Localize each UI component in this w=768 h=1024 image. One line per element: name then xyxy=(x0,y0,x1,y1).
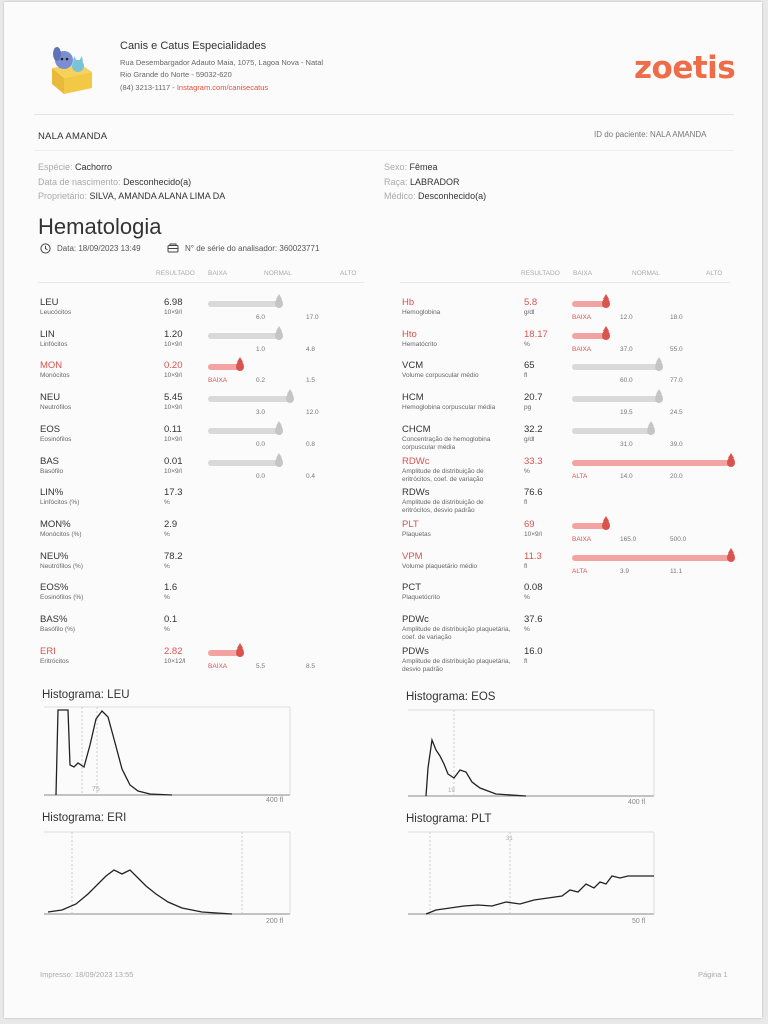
analyte-value: 78.2 xyxy=(164,550,183,562)
value-marker xyxy=(727,457,735,467)
result-row-lin-pct xyxy=(40,487,370,519)
range-bar xyxy=(208,301,280,307)
analyte-name: PLT xyxy=(402,518,419,530)
analyte-unit: % xyxy=(524,467,530,475)
result-row-pct xyxy=(402,582,742,614)
analyte-value: 0.1 xyxy=(164,614,178,625)
analyte-unit: % xyxy=(164,562,170,570)
analyte-value: 0.11 xyxy=(164,423,182,435)
analyte-unit: % xyxy=(164,499,170,507)
analyte-description: Linfócitos (%) xyxy=(40,499,80,507)
range-low: 3.0 xyxy=(256,409,266,417)
range-low: 37.0 xyxy=(620,345,633,353)
histogram-eri-title: Histograma: ERI xyxy=(42,812,127,824)
analyte-unit: 10×9/l xyxy=(164,404,182,412)
analyte-unit: fl xyxy=(524,562,528,570)
value-marker xyxy=(602,298,610,308)
range-low: 14.0 xyxy=(620,472,633,480)
range-high: 500.0 xyxy=(670,535,687,543)
analyte-value: 16.0 xyxy=(524,645,543,657)
value-marker xyxy=(727,552,735,562)
analyte-description: Volume plaquetário médio xyxy=(402,562,478,570)
analyte-name: VPM xyxy=(402,550,423,562)
histogram-plt-title: Histograma: PLT xyxy=(406,813,492,825)
range-low: 165.0 xyxy=(620,535,637,543)
analyte-value: 65 xyxy=(524,360,535,372)
analyte-unit: % xyxy=(524,594,530,602)
analyte-value: 6.98 xyxy=(164,297,183,308)
analyte-description: Linfócitos xyxy=(40,340,68,348)
svg-text:19: 19 xyxy=(448,788,455,794)
value-marker xyxy=(275,298,283,308)
page-number: Página 1 xyxy=(698,970,728,979)
analyte-value: 37.6 xyxy=(524,614,543,625)
analyte-description: Neutrófilos (%) xyxy=(40,562,83,570)
range-bar xyxy=(572,428,652,434)
clinic-name: Canis e Catus Especialidades xyxy=(120,40,267,52)
analyte-description: Hemoglobina corpuscular média xyxy=(402,404,496,412)
analyte-name: LIN% xyxy=(40,487,64,499)
analyte-unit: % xyxy=(164,626,170,633)
value-marker xyxy=(236,647,244,657)
range-flag: BAIXA xyxy=(572,345,592,353)
range-flag: BAIXA xyxy=(572,314,592,321)
analyte-description: Monócitos (%) xyxy=(40,530,82,538)
analyte-name: HCM xyxy=(402,392,424,404)
value-marker xyxy=(275,330,283,340)
range-bar xyxy=(572,523,607,529)
analyte-value: 2.9 xyxy=(164,518,178,530)
analyte-name: CHCM xyxy=(402,423,431,435)
range-bar xyxy=(572,364,660,370)
analyte-value: 5.8 xyxy=(524,297,538,308)
analyte-unit: 10×9/l xyxy=(164,372,182,380)
result-row-plt xyxy=(402,519,742,551)
clinic-logo xyxy=(42,44,100,96)
analyte-value: 0.08 xyxy=(524,582,543,594)
range-bar xyxy=(572,301,607,307)
report-title: Hematologia xyxy=(38,214,162,239)
analyte-value: 32.2 xyxy=(524,423,543,435)
range-low: 31.0 xyxy=(620,440,633,448)
analyte-unit: 10×9/l xyxy=(524,530,542,538)
histogram-plt-axis: 50 fl xyxy=(632,918,646,925)
range-bar xyxy=(208,364,241,370)
range-bar xyxy=(572,460,732,466)
result-row-bas xyxy=(40,456,370,488)
report-date: Data: 18/09/2023 13:49 xyxy=(40,243,141,254)
analyte-unit: 10×9/l xyxy=(164,340,182,348)
analyte-name: LEU xyxy=(40,297,59,308)
analyte-description: Volume corpuscular médio xyxy=(402,372,479,380)
range-flag: BAIXA xyxy=(208,662,228,670)
analyte-name: EOS% xyxy=(40,582,69,594)
range-high: 11.1 xyxy=(670,567,683,575)
analyte-description: Hemoglobina xyxy=(402,309,441,316)
result-row-hcm xyxy=(402,392,742,424)
range-flag: ALTA xyxy=(572,567,588,575)
range-low: 1.0 xyxy=(256,345,266,353)
result-row-vpm xyxy=(402,551,742,583)
analyte-name: LIN xyxy=(40,328,55,340)
range-high: 8.5 xyxy=(306,662,316,670)
analyte-description: Plaquetócrito xyxy=(402,594,440,602)
analyte-name: PDWc xyxy=(402,614,429,625)
value-marker xyxy=(647,425,655,435)
value-marker xyxy=(236,361,244,371)
histogram-eos-title: Histograma: EOS xyxy=(406,691,496,703)
range-flag: BAIXA xyxy=(208,377,228,385)
range-low: 5.5 xyxy=(256,662,266,670)
proprietario-field: Proprietário: SILVA, AMANDA ALANA LIMA DA xyxy=(38,191,226,201)
result-row-eri xyxy=(40,646,370,678)
printed-date: Impresso: 18/09/2023 13:55 xyxy=(40,970,134,979)
result-row-pdwc xyxy=(402,614,742,646)
range-high: 55.0 xyxy=(670,345,683,353)
range-low: 0.0 xyxy=(256,440,266,448)
range-high: 18.0 xyxy=(670,314,683,321)
analyte-unit: g/dl xyxy=(524,435,535,443)
clinic-address-2: Rio Grande do Norte - 59032-620 xyxy=(120,70,232,79)
value-marker xyxy=(275,425,283,435)
nascimento-field: Data de nascimento: Desconhecido(a) xyxy=(38,177,192,187)
especie-field: Espécie: Cachorro xyxy=(38,162,113,172)
analyte-value: 17.3 xyxy=(164,487,183,499)
left-col-headers: RESULTADO BAIXA NORMAL ALTO xyxy=(156,270,357,277)
result-row-eos xyxy=(40,424,370,456)
range-bar xyxy=(572,555,732,561)
analyte-description: Leucócitos xyxy=(40,309,72,316)
range-low: 12.0 xyxy=(620,314,633,321)
analyte-name: ERI xyxy=(40,645,56,657)
histogram-eos-axis: 400 fl xyxy=(628,799,646,806)
range-high: 1.5 xyxy=(306,377,316,385)
right-col-headers: RESULTADO BAIXA NORMAL ALTO xyxy=(521,270,723,277)
analyte-unit: g/dl xyxy=(524,309,535,316)
analyte-unit: % xyxy=(164,530,170,538)
result-row-eos-pct xyxy=(40,582,370,614)
analyte-name: Hb xyxy=(402,297,415,308)
patient-name: NALA AMANDA xyxy=(38,131,108,142)
range-low: 3.9 xyxy=(620,567,630,575)
zoetis-logo: zoetis xyxy=(634,50,736,86)
patient-id: ID do paciente: NALA AMANDA xyxy=(594,130,707,139)
value-marker xyxy=(275,457,283,467)
value-marker xyxy=(655,361,663,371)
result-row-neu xyxy=(40,392,370,424)
range-flag: ALTA xyxy=(572,472,588,480)
value-marker xyxy=(602,520,610,530)
histogram-eos xyxy=(406,708,656,804)
analyte-description: Neutrófilos xyxy=(40,404,72,412)
analyte-name: RDWc xyxy=(402,455,430,467)
analyte-value: 76.6 xyxy=(524,487,543,499)
report-serial: N° de série do analisador: 360023771 xyxy=(167,243,319,253)
range-low: 0.2 xyxy=(256,377,266,385)
histogram-eri xyxy=(42,830,292,918)
clinic-address-1: Rua Desembargador Adauto Maia, 1075, Lagoa Nova - Natal xyxy=(120,58,324,67)
range-bar xyxy=(208,460,280,466)
range-high: 24.5 xyxy=(670,409,683,417)
analyte-value: 1.20 xyxy=(164,328,183,340)
analyte-description: Monócitos xyxy=(40,372,70,380)
analyte-name: NEU% xyxy=(40,550,69,562)
analyte-description: Basófilo (%) xyxy=(40,626,76,633)
range-high: 77.0 xyxy=(670,377,683,385)
analyte-value: 20.7 xyxy=(524,392,543,404)
svg-text:31: 31 xyxy=(506,836,513,842)
analyte-description: Eosinófilos xyxy=(40,435,72,443)
analyte-value: 0.01 xyxy=(164,455,183,467)
range-low: 0.0 xyxy=(256,472,266,480)
range-bar xyxy=(208,396,291,402)
analyte-unit: 10×9/l xyxy=(164,309,182,316)
analyte-value: 5.45 xyxy=(164,392,183,404)
range-high: 4.8 xyxy=(306,345,316,353)
analyte-name: RDWs xyxy=(402,487,430,499)
result-row-hb xyxy=(402,297,742,329)
clinic-phone: (84) 3213-1117 - xyxy=(120,83,177,92)
range-high: 0.8 xyxy=(306,440,316,448)
range-bar xyxy=(572,333,607,339)
analyte-name: BAS% xyxy=(40,614,68,625)
analyte-name: EOS xyxy=(40,423,61,435)
range-high: 20.0 xyxy=(670,472,683,480)
result-row-mon-pct xyxy=(40,519,370,551)
range-high: 0.4 xyxy=(306,472,316,480)
analyte-unit: fl xyxy=(524,499,528,507)
analyte-name: MON% xyxy=(40,518,71,530)
analyzer-icon xyxy=(167,243,179,253)
result-row-lin xyxy=(40,329,370,361)
analyte-name: NEU xyxy=(40,392,61,404)
analyte-description: Amplitude de distribuição plaquetária, coef. de variação xyxy=(402,626,511,641)
raca-field: Raça: LABRADOR xyxy=(384,177,460,187)
analyte-name: PCT xyxy=(402,582,421,594)
analyte-unit: 10×9/l xyxy=(164,467,182,475)
result-row-hto xyxy=(402,329,742,361)
sexo-field: Sexo: Fêmea xyxy=(384,162,438,172)
result-row-chcm xyxy=(402,424,742,456)
range-low: 60.0 xyxy=(620,377,633,385)
range-high: 17.0 xyxy=(306,314,319,321)
analyte-description: Hematócrito xyxy=(402,340,438,348)
value-marker xyxy=(655,393,663,403)
histogram-leu xyxy=(42,705,292,805)
range-bar xyxy=(208,428,280,434)
range-high: 12.0 xyxy=(306,409,319,417)
range-low: 6.0 xyxy=(256,314,266,321)
analyte-name: VCM xyxy=(402,360,424,372)
result-row-rdws xyxy=(402,487,742,519)
analyte-value: 69 xyxy=(524,518,535,530)
analyte-description: Eosinófilos (%) xyxy=(40,594,84,602)
histogram-leu-title: Histograma: LEU xyxy=(42,689,130,701)
analyte-unit: % xyxy=(524,340,530,348)
analyte-description: Plaquetas xyxy=(402,530,431,538)
result-row-leu xyxy=(40,297,370,329)
analyte-unit: fl xyxy=(524,657,528,665)
analyte-description: Amplitude de distribuição de eritrócitos, desvio padrão xyxy=(402,499,484,515)
medico-field: Médico: Desconhecido(a) xyxy=(384,191,487,201)
range-high: 39.0 xyxy=(670,440,683,448)
analyte-description: Eritrócitos xyxy=(40,657,69,665)
analyte-description: Amplitude de distribuição plaquetária, desvio padrão xyxy=(402,657,511,673)
result-row-rdwc xyxy=(402,456,742,488)
analyte-name: BAS xyxy=(40,455,60,467)
result-row-vcm xyxy=(402,360,742,392)
analyte-description: Basófilo xyxy=(40,467,64,475)
svg-text:75: 75 xyxy=(92,786,100,793)
range-low: 19.5 xyxy=(620,409,633,417)
value-marker xyxy=(286,393,294,403)
result-row-mon xyxy=(40,360,370,392)
analyte-name: PDWs xyxy=(402,645,429,657)
analyte-unit: pg xyxy=(524,404,532,412)
analyte-description: Amplitude de distribuição de eritrócitos, coef. de variação xyxy=(402,467,484,483)
value-marker xyxy=(602,330,610,340)
histogram-leu-axis: 400 fl xyxy=(266,797,284,804)
range-bar xyxy=(208,333,280,339)
analyte-name: Hto xyxy=(402,328,417,340)
analyte-value: 11.3 xyxy=(524,550,542,562)
clinic-contact xyxy=(120,83,268,92)
analyte-unit: 10×9/l xyxy=(164,435,182,443)
analyte-value: 1.6 xyxy=(164,582,178,594)
analyte-unit: 10×12/l xyxy=(164,657,186,665)
range-flag: BAIXA xyxy=(572,535,592,543)
histogram-eri-axis: 200 fl xyxy=(266,918,284,925)
analyte-value: 2.82 xyxy=(164,645,183,657)
clock-icon xyxy=(40,243,51,254)
clinic-instagram-link[interactable]: Instagram.com/caniseсatus xyxy=(176,83,269,92)
analyte-unit: % xyxy=(164,594,170,602)
analyte-unit: % xyxy=(524,626,530,633)
histogram-plt xyxy=(406,830,656,918)
analyte-value: 33.3 xyxy=(524,455,543,467)
report-page xyxy=(4,2,762,1018)
analyte-value: 18.17 xyxy=(524,328,548,340)
result-row-pdws xyxy=(402,646,742,678)
analyte-description: Concentração de hemoglobina corpuscular média xyxy=(402,435,491,451)
range-bar xyxy=(572,396,660,402)
range-bar xyxy=(208,650,241,656)
result-row-bas-pct xyxy=(40,614,370,646)
analyte-value: 0.20 xyxy=(164,360,183,372)
result-row-neu-pct xyxy=(40,551,370,583)
analyte-name: MON xyxy=(40,360,63,372)
analyte-unit: fl xyxy=(524,372,528,380)
